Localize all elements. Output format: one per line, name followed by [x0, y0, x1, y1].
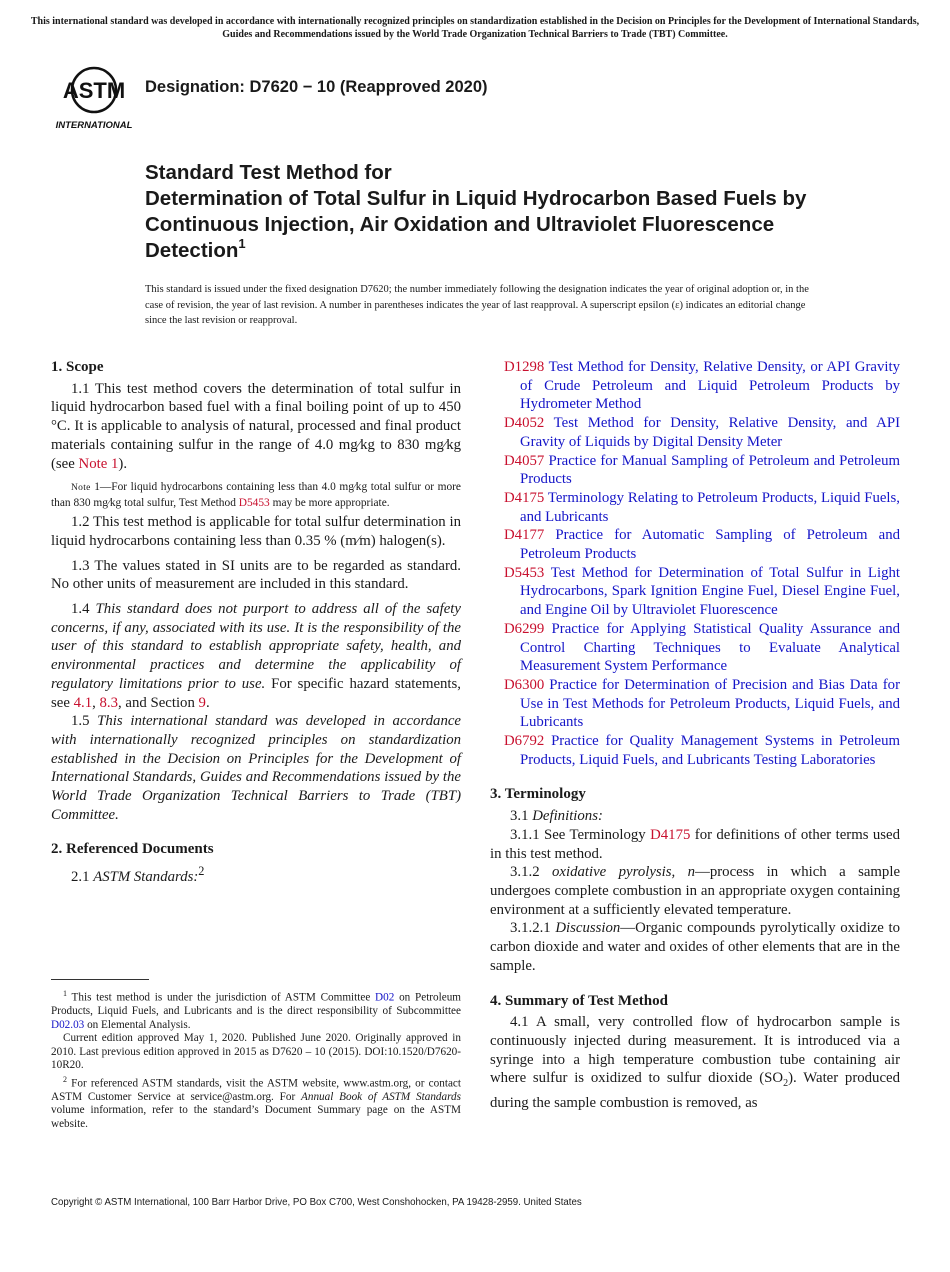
reference-item[interactable]: D6792 Practice for Quality Management Systems in Petroleum Products, Liquid Fuels, and Lubricants Testing Laboratories	[504, 733, 901, 768]
top-notice: This international standard was developed in accordance with internationally recognized principles on standardization established in the Decision on Principles for the Development of International Standards, Guides and Recommendations issued by the World Trade Organization Technical Barriers to Trade (TBT) Committee.	[30, 16, 920, 40]
paragraph-1-5: 1.5 This international standard was developed in accordance with internationally recognized principles on standardization established in the Decision on Principles for the Development of International Standards, Guides and Recommendations issued by the World Trade Organization Technical Barriers to Trade (TBT) Committee.	[51, 713, 461, 823]
paragraph-3-1: 3.1 Definitions:	[510, 808, 603, 825]
astm-logo	[54, 60, 134, 132]
footnote-ref-2[interactable]: 2	[198, 864, 205, 879]
designation: Designation: D7620 − 10 (Reapproved 2020)	[145, 78, 488, 96]
footnote-1: $^1$ This test method is under the jurisdiction of ASTM Committee D02 on Petroleum Products, Liquid Fuels, and Lubricants and is the direct responsibility of Subcommittee D02.03 on Elemental Analysis.	[51, 989, 461, 1031]
link-8-3[interactable]: 8.3	[99, 694, 118, 711]
reference-item[interactable]: D5453 Test Method for Determination of Total Sulfur in Light Hydrocarbons, Spark Ignition Engine Fuel, Diesel Engine Fuel, and Engine Oil by Ultraviolet Fluorescence	[504, 564, 900, 619]
reference-item[interactable]: D4052 Test Method for Density, Relative Density, and API Gravity of Liquids by Digital Density Meter	[504, 415, 901, 450]
reference-item[interactable]: D6299 Practice for Applying Statistical Quality Assurance and Control Charting Techniques to Evaluate Analytical Measurement System Performance	[504, 620, 900, 675]
title-line-1: Standard Test Method for	[145, 161, 392, 184]
link-d5453-note[interactable]: D5453	[238, 496, 270, 509]
section-heading-terminology: 3. Terminology	[490, 786, 586, 803]
reference-item[interactable]: D4175 Terminology Relating to Petroleum Products, Liquid Fuels, and Lubricants	[504, 489, 900, 525]
section-heading-scope: 1. Scope	[51, 359, 104, 375]
copyright-footer: Copyright © ASTM International, 100 Barr Harbor Drive, PO Box C700, West Conshohocken, PA 19428-2959. United States	[51, 1197, 582, 1208]
reference-item[interactable]: D4177 Practice for Automatic Sampling of Petroleum and Petroleum Products	[504, 527, 900, 563]
paragraph-2-1: 2.1 ASTM Standards:$^2$	[71, 864, 205, 886]
paragraph-1-1: 1.1 This test method covers the determination of total sulfur in liquid hydrocarbon based fuel with a final boiling point of up to 450 °C. It is applicable to analysis of natural, processed and final product materials containing sulfur in the range of 4.0 mg⁄kg to 830 mg⁄kg (see Note 1).	[51, 380, 461, 472]
paragraph-1-2: 1.2 This test method is applicable for total sulfur determination in liquid hydrocarbons containing less than 0.35 % (m⁄m) halogen(s).	[51, 514, 461, 549]
link-4-1[interactable]: 4.1	[73, 694, 93, 711]
link-d4175-terminology[interactable]: D4175	[650, 826, 691, 843]
title-footnote-ref[interactable]: 1	[238, 236, 246, 251]
reference-item[interactable]: D4057 Practice for Manual Sampling of Petroleum and Petroleum Products	[504, 452, 900, 488]
referenced-standards-list	[490, 358, 900, 769]
right-column	[490, 358, 900, 1113]
section-heading-summary: 4. Summary of Test Method	[490, 992, 668, 1009]
section-heading-referenced-documents: 2. Referenced Documents	[51, 841, 214, 858]
note-1: Note 1—For liquid hydrocarbons containing less than 4.0 mg⁄kg total sulfur or more than 830 mg⁄kg total sulfur, Test Method D5453 may be more appropriate.	[51, 481, 461, 509]
paragraph-1-4: 1.4 This standard does not purport to address all of the safety concerns, if any, associated with its use. It is the responsibility of the user of this standard to establish appropriate safety, health, and environmental practices and determine the applicability of regulatory limitations prior to use. For specific hazard statements, see 4.1, 8.3, and Section 9.	[51, 601, 461, 711]
paragraph-1-3: 1.3 The values stated in SI units are to be regarded as standard. No other units of measurement are included in this standard.	[51, 557, 461, 593]
paragraph-3-1-2-1: 3.1.2.1 Discussion—Organic compounds pyrolytically oxidize to carbon dioxide and water and oxides of other elements that are in the sample.	[490, 920, 900, 974]
reference-item[interactable]: D1298 Test Method for Density, Relative Density, or API Gravity of Crude Petroleum and Liquid Petroleum Products by Hydrometer Method	[504, 359, 900, 413]
paragraph-3-1-2: 3.1.2 oxidative pyrolysis, n—process in which a sample undergoes complete combustion in an appropriate oxygen containing environment at a sufficiently elevated temperature.	[490, 864, 901, 918]
paragraph-3-1-1: 3.1.1 See Terminology D4175 for definitions of other terms used in this test method.	[490, 826, 900, 862]
issuance-statement: This standard is issued under the fixed designation D7620; the number immediately following the designation indicates the year of original adoption or, in the case of revision, the year of last revision. A number in parentheses indicates the year of last reapproval. A superscript epsilon (ε) indicates an editorial change since the last revision or reapproval.	[145, 284, 809, 326]
paragraph-4-1: 4.1 A small, very controlled flow of hydrocarbon sample is continuously injected during measurement. It is introduced via a syringe into a high temperature combustion tube containing air where sulfur is oxidized to sulfur dioxide $(SO_2)$. Water produced during the sample combustion is removed, as	[490, 1014, 900, 1111]
link-note-1[interactable]: Note 1	[78, 455, 119, 472]
document-title	[145, 160, 835, 264]
logo-org-text: INTERNATIONAL	[55, 120, 133, 131]
reference-item[interactable]: D6300 Practice for Determination of Precision and Bias Data for Use in Test Methods for Petroleum Products, Liquid Fuels, and Lubricants	[504, 676, 900, 731]
title-line-2: Determination of Total Sulfur in Liquid Hydrocarbon Based Fuels by Continuous Injection, Air Oxidation and Ultraviolet Fluorescence Detection$^1$	[145, 187, 807, 262]
link-d02-03[interactable]: D02.03	[51, 1018, 85, 1031]
footnote-2: $^2$ For referenced ASTM standards, visit the ASTM website, www.astm.org, or contact ASTM Customer Service at service@astm.org. For Annual Book of ASTM Standards volume information, refer to the standard’s Document Summary page on the ASTM website.	[51, 1074, 461, 1130]
footnote-1-edition: Current edition approved May 1, 2020. Published June 2020. Originally approved in 2010. Last previous edition approved in 2015 as D7620 – 10 (2015). DOI:10.1520/D7620-10R20.	[51, 1032, 461, 1072]
footnote-divider	[51, 979, 149, 980]
link-section-9[interactable]: 9	[198, 694, 206, 711]
left-column	[51, 358, 461, 887]
footnotes	[51, 987, 461, 1131]
logo-mark-text: ASTM	[62, 78, 126, 103]
link-d02[interactable]: D02	[375, 991, 395, 1004]
